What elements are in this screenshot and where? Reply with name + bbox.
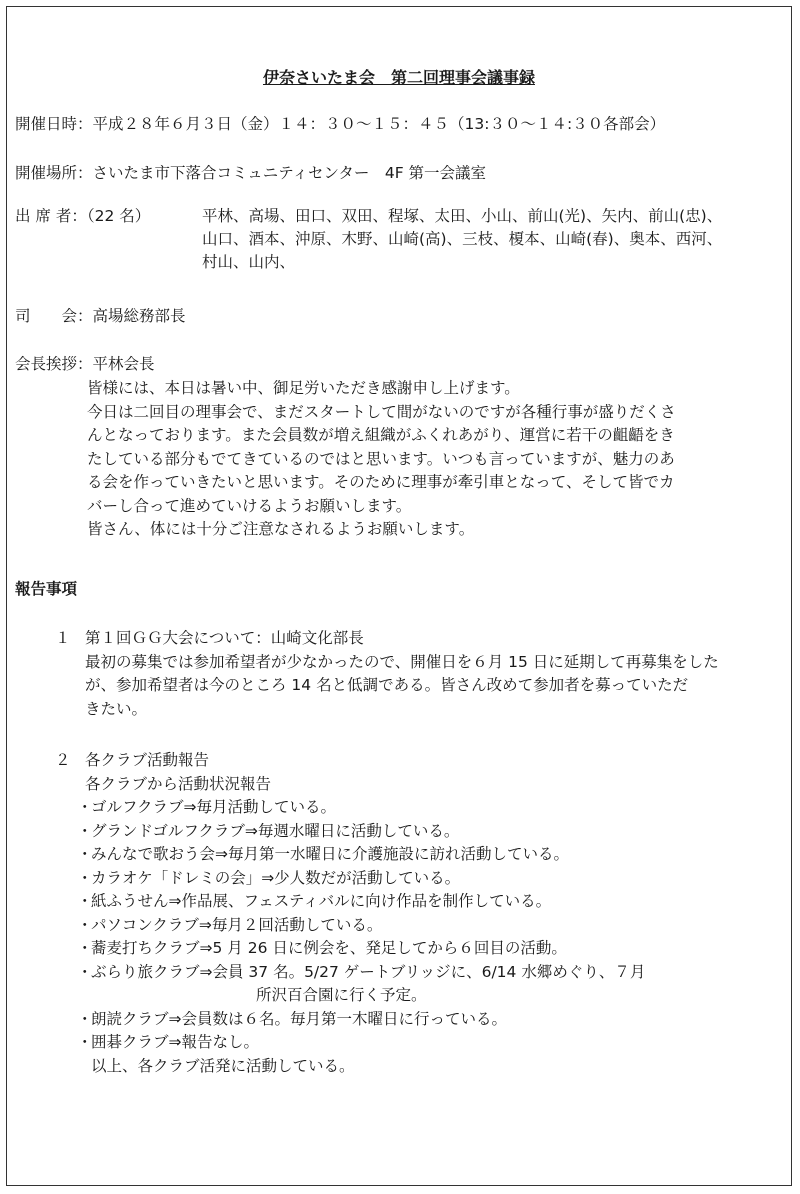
club-list: [77, 796, 785, 1078]
greeting-line: 皆さん、体には十分ご注意なされるようお願いします。: [87, 520, 475, 538]
attendee-line: 平林、高場、田口、双田、程塚、太田、小山、前山(光)、矢内、前山(忠)、: [202, 207, 723, 225]
attendance-label: 出 席 者：（22 名）: [15, 207, 151, 225]
report-heading: 各クラブ活動報告: [85, 751, 210, 769]
report-number: １: [55, 629, 71, 647]
greeting-speaker: 平林会長: [92, 355, 155, 373]
datetime-label: 開催日時：: [15, 115, 93, 133]
report-heading: 第１回ＧＧ大会について：山崎文化部長: [85, 629, 364, 647]
attendee-line: 山口、酒本、沖原、木野、山崎(高)、三枝、榎本、山崎(春)、奥本、西河、: [202, 230, 723, 248]
list-item: ・ 蕎麦打ちクラブ⇒5 月 26 日に例会を、発足してから６回目の活動。: [77, 939, 567, 957]
document-title: 伊奈さいたま会 第二回理事会議事録: [262, 68, 535, 87]
greeting-row: [15, 353, 781, 376]
greeting-line: バーし合って進めていけるようお願いします。: [87, 496, 412, 515]
greeting-line: んとなっております。また会員数が増え組織がふくれあがり、運営に若干の齟齬をき: [87, 426, 675, 444]
greeting-line: たしている部分もでてきているのではと思います。いつも言っていますが、魅力のあ: [87, 449, 675, 468]
list-item: ・ ゴルフクラブ⇒毎月活動している。: [77, 798, 337, 816]
list-item: ・ 朗読クラブ⇒会員数は６名。毎月第一木曜日に行っている。: [77, 1009, 507, 1028]
datetime-row: [15, 113, 781, 136]
venue-row: [15, 162, 781, 185]
venue-value: さいたま市下落合コミュニティセンター 4F 第一会議室: [92, 164, 487, 182]
list-item: ・ 囲碁クラブ⇒報告なし。: [77, 1033, 259, 1051]
reports-heading: 報告事項: [15, 580, 78, 598]
venue-label: 開催場所：: [15, 164, 93, 182]
list-item: ・ 紙ふうせん⇒作品展、フェスティバルに向け作品を制作している。: [77, 892, 552, 910]
report-item-1: [55, 627, 785, 721]
greeting-label: 会長挨拶：: [15, 355, 93, 373]
list-item: [77, 1055, 785, 1079]
greeting-line: 皆様には、本日は暑い中、御足労いただき感謝申し上げます。: [87, 379, 520, 397]
chair-row: [15, 305, 781, 328]
report-line: が、参加希望者は今のところ 14 名と低調である。皆さん改めて参加者を募っていただ: [85, 676, 689, 694]
report-line: きたい。: [85, 699, 148, 718]
report-line: 最初の募集では参加希望者が少なかったので、開催日を６月 15 日に延期して再募集をした: [85, 652, 719, 671]
list-item: ・ ぶらり旅クラブ⇒会員 37 名。5/27 ゲートブリッジに、6/14 水郷めぐり、７月 所沢百合園に行く予定。: [77, 961, 785, 1008]
attendee-list: [202, 205, 782, 274]
report-closing: 以上、各クラブ活発に活動している。: [91, 1056, 355, 1075]
list-item: ・ パソコンクラブ⇒毎月２回活動している。: [77, 915, 383, 934]
travel-continuation: 所沢百合園に行く予定。: [256, 986, 427, 1004]
list-item: ・ グランドゴルフクラブ⇒毎週水曜日に活動している。: [77, 821, 460, 840]
chair-value: 高場総務部長: [92, 307, 186, 325]
report-number: ２: [55, 751, 71, 769]
list-item: ・ カラオケ「ドレミの会」⇒少人数だが活動している。: [77, 868, 461, 887]
list-item: ・ みんなで歌おう会⇒毎月第一水曜日に介護施設に訪れ活動している。: [77, 845, 569, 863]
report-item-2: [55, 749, 785, 1078]
greeting-line: る会を作っていきたいと思います。そのために理事が牽引車となって、そして皆でカ: [87, 473, 675, 491]
attendee-line: 村山、山内、: [202, 253, 296, 271]
chair-label: 司 会：: [15, 307, 93, 325]
greeting-text: [87, 377, 777, 542]
document-page: [6, 6, 792, 1186]
datetime-value: 平成２８年６月３日（金）１４：３０～１５：４５（13:３０～１４:３０各部会）: [92, 115, 666, 133]
report-intro: 各クラブから活動状況報告: [85, 774, 272, 793]
greeting-line: 今日は二回目の理事会で、まだスタートして間がないのですが各種行事が盛りだくさ: [87, 402, 676, 421]
